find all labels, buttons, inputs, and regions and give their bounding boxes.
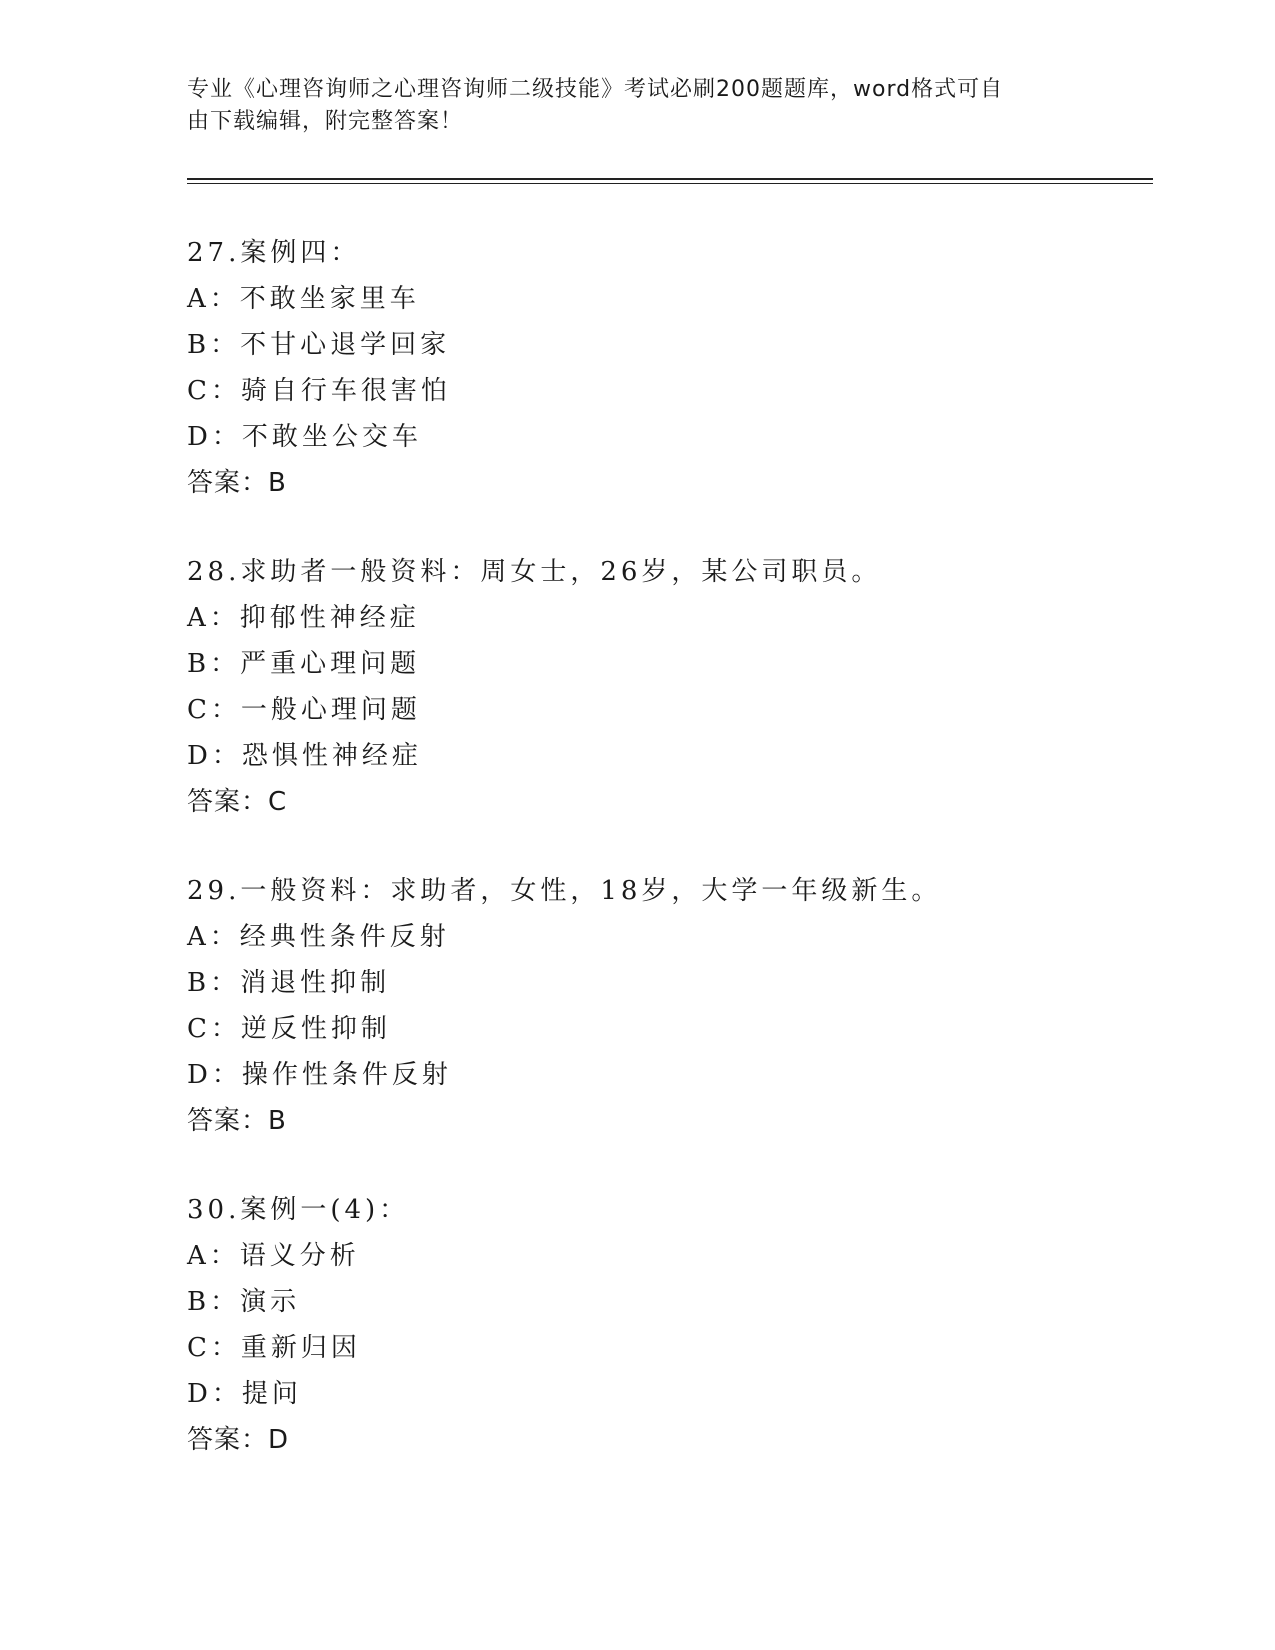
answer-line	[187, 460, 1087, 506]
question-stem: 29.一般资料：求助者，女性，18岁，大学一年级新生。	[187, 876, 942, 906]
option-d: D：操作性条件反射	[187, 1060, 452, 1090]
answer-label: 答案：	[187, 468, 269, 498]
option-a: A：经典性条件反射	[187, 922, 450, 952]
document-header	[187, 74, 1067, 138]
answer-line	[187, 779, 1087, 825]
option-a: A：抑郁性神经症	[187, 603, 420, 633]
header-divider-thick	[187, 178, 1153, 180]
header-divider-thin	[187, 183, 1153, 184]
answer-label: 答案：	[187, 1425, 269, 1455]
option-b: B：消退性抑制	[187, 968, 391, 998]
option-b: B：演示	[187, 1287, 301, 1317]
option-c: C：逆反性抑制	[187, 1014, 391, 1044]
answer-line	[187, 1098, 1087, 1144]
question-stem: 30.案例一(4)：	[187, 1195, 410, 1225]
option-a: A：语义分析	[187, 1241, 360, 1271]
option-d: D：提问	[187, 1379, 302, 1409]
answer-line	[187, 1417, 1087, 1463]
question-block	[187, 549, 1087, 825]
option-a: A：不敢坐家里车	[187, 284, 420, 314]
option-c: C：骑自行车很害怕	[187, 376, 451, 406]
question-block	[187, 230, 1087, 506]
option-b: B：严重心理问题	[187, 649, 421, 679]
question-stem: 28.求助者一般资料：周女士，26岁，某公司职员。	[187, 557, 882, 587]
option-c: C：重新归因	[187, 1333, 361, 1363]
answer-value: B	[268, 1106, 287, 1136]
option-d: D：恐惧性神经症	[187, 741, 422, 771]
header-line-2: 由下载编辑，附完整答案！	[187, 109, 464, 134]
option-b: B：不甘心退学回家	[187, 330, 451, 360]
option-d: D：不敢坐公交车	[187, 422, 422, 452]
question-stem: 27.案例四：	[187, 238, 361, 268]
answer-value: C	[268, 787, 288, 817]
header-line-1: 专业《心理咨询师之心理咨询师二级技能》考试必刷200题题库，word格式可自	[187, 77, 1004, 102]
answer-label: 答案：	[187, 787, 269, 817]
answer-value: D	[268, 1425, 290, 1455]
answer-value: B	[268, 468, 287, 498]
question-block	[187, 868, 1087, 1144]
answer-label: 答案：	[187, 1106, 269, 1136]
question-block	[187, 1187, 1087, 1463]
option-c: C：一般心理问题	[187, 695, 421, 725]
